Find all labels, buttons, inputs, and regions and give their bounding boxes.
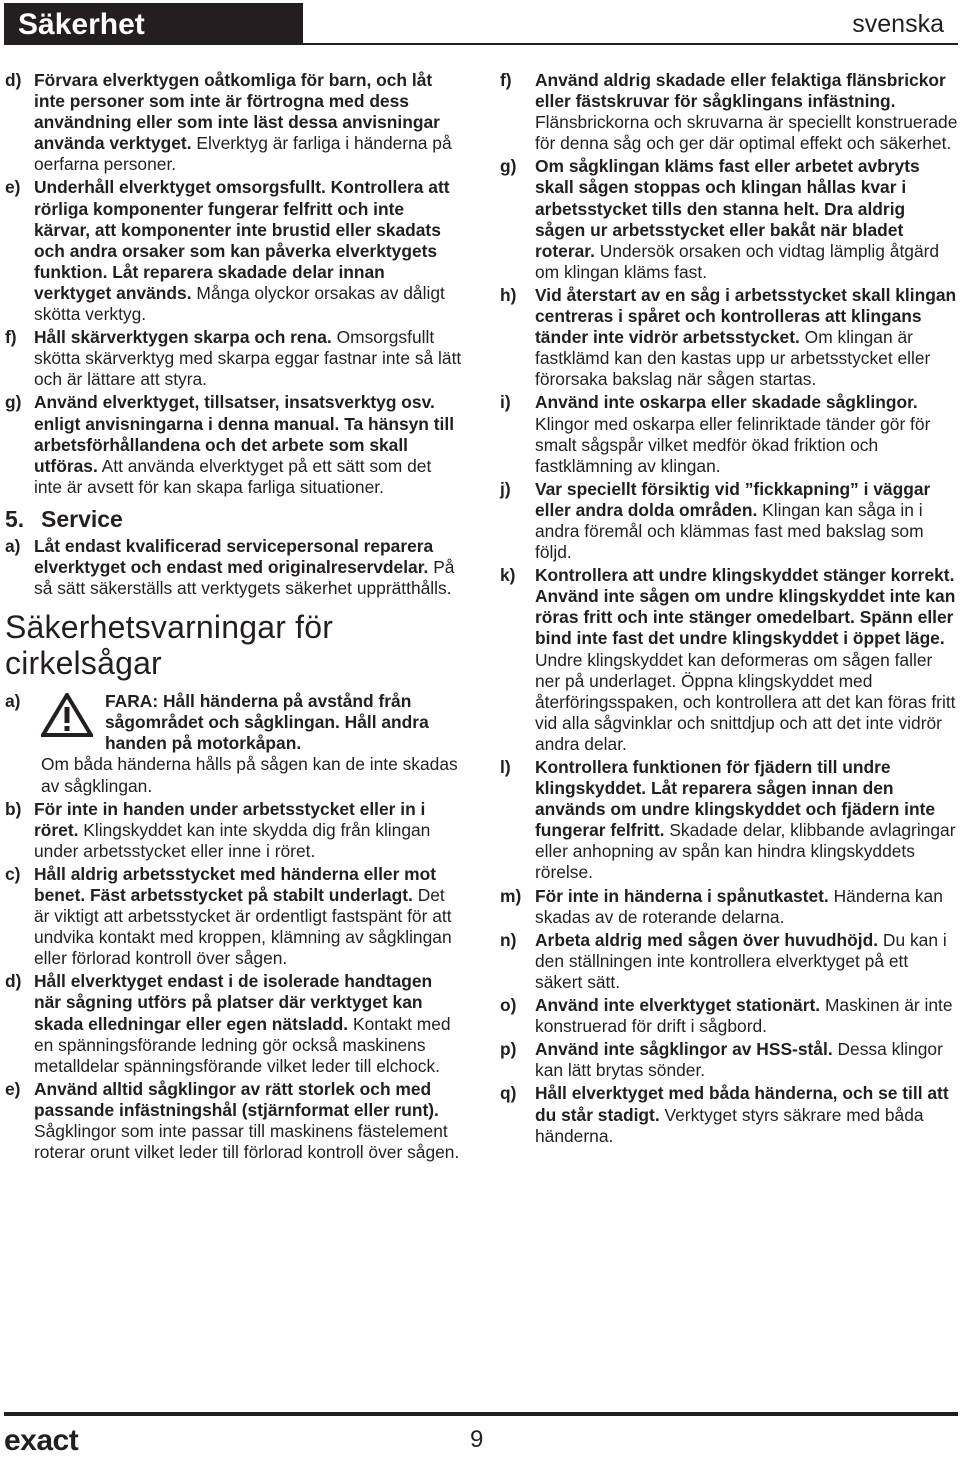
item-label: h) (500, 284, 517, 305)
warning-text: Om båda händerna hålls på sågen kan de inte skadas av sågklingan. (41, 754, 458, 796)
item-label: q) (500, 1083, 517, 1104)
list-item (500, 156, 958, 283)
item-text: Att använda elverktyget på ett sätt som det inte är avsett för kan skapa farliga situationer. (34, 455, 432, 497)
page-number: 9 (470, 1426, 484, 1453)
item-bold-text: Vid återstart av en såg i arbetsstycket skall klingan centreras i spåret och kontrolleras att klingans tänder inte vidrör arbetsstycket. (535, 284, 957, 348)
page-title: Säkerhet (18, 8, 145, 41)
left-column (5, 70, 463, 1165)
item-bold-text: Håll aldrig arbetsstycket med händerna eller mot benet. Fäst arbetsstycket på stabilt underlagt. (34, 863, 437, 905)
item-text: Om klingan är fastklämd kan den kastas upp ur arbetsstycket eller förorsaka bakslag när sågen startas. (535, 327, 931, 390)
item-bold-text: För inte in händerna i spånutkastet. (535, 885, 829, 906)
list-item (5, 864, 463, 969)
service-number: 5. (5, 505, 25, 532)
list-item (500, 1083, 958, 1146)
item-text: Du kan i den ställningen inte kontrollera elverktyget på ett säkert sätt. (535, 929, 947, 992)
item-label: l) (500, 757, 511, 777)
danger-warning (5, 691, 463, 796)
item-text: På så sätt säkerställs att verktygets säkerhet upprätthålls. (34, 556, 455, 599)
item-bold-text: Kontrollera funktionen för fjädern till undre klingskyddet. Låt reparera sågen innan den används om undre klingskyddet och fjädern inte fungerar felfritt. (535, 757, 936, 841)
item-bold-text: Arbeta aldrig med sågen över huvudhöjd. (535, 929, 879, 950)
item-text: Maskinen är inte konstruerad för drift i sågbord. (535, 995, 953, 1037)
saw-safety-heading: Säkerhetsvarningar för cirkelsågar (5, 609, 334, 682)
item-label: d) (5, 70, 22, 90)
service-item (5, 536, 463, 599)
item-bold-text: Låt endast kvalificerad servicepersonal reparera elverktyget och endast med originalreservdelar. (34, 535, 434, 577)
left-items-bottom (5, 799, 463, 1164)
list-item (500, 285, 958, 390)
item-label: i) (500, 392, 511, 413)
item-label: j) (500, 478, 511, 499)
list-item (500, 1039, 958, 1081)
item-label: a) (5, 535, 21, 556)
header-rule (303, 43, 958, 45)
list-item (500, 995, 958, 1037)
item-text: Många olyckor orsakas av dåligt skötta verktyg. (34, 282, 445, 325)
item-label: d) (5, 971, 22, 992)
warning-triangle-icon (41, 693, 93, 737)
service-title: Service (41, 505, 123, 532)
item-bold-text: Förvara elverktygen oåtkomliga för barn, och låt inte personer som inte är förtrogna med dess användning eller som inte läst dessa anvisningar använda verktyget. (34, 70, 440, 154)
logo-text: exact (4, 1428, 79, 1452)
item-bold-text: Kontrollera att undre klingskyddet stänger korrekt. Använd inte sågen om undre klingskyddet inte kan röras fritt och inte stänger omedelbart. Spänn eller bind inte fast det undre klingskyddet i öppet läge. (535, 565, 956, 649)
item-bold-text: Var speciellt försiktig vid ”fickkapning” i väggar eller andra dolda områden. (535, 478, 931, 520)
left-items-top (5, 70, 463, 498)
item-label: a) (5, 691, 21, 712)
list-item (500, 565, 958, 755)
item-label: p) (500, 1039, 517, 1060)
item-label: b) (5, 798, 22, 819)
item-label: k) (500, 565, 516, 586)
item-label: f) (5, 327, 17, 348)
item-text: Dessa klingor kan lätt brytas sönder. (535, 1039, 943, 1081)
exact-logo-icon (4, 1428, 136, 1452)
item-bold-text: Använd elverktyget, tillsatser, insatsverktyg osv. enligt anvisningarna i denna manual. Ta hänsyn till arbetsförhållandena och det arbete som skall utföras. (34, 392, 455, 476)
item-text: Elverktyg är farliga i händerna på oerfarna personer. (34, 133, 452, 175)
right-items (500, 70, 958, 1147)
exact-logo (4, 1428, 136, 1457)
service-heading (5, 504, 463, 534)
header-title-bar (4, 3, 303, 45)
item-text: Verktyget styrs säkrare med båda händerna. (535, 1104, 924, 1146)
list-item (500, 757, 958, 884)
item-bold-text: Använd inte sågklingor av HSS-stål. (535, 1039, 833, 1060)
item-text: Flänsbrickorna och skruvarna är speciellt konstruerade för denna såg och ger där optimal effekt och säkerhet. (535, 112, 958, 154)
footer-rule (4, 1412, 958, 1416)
language-label: svenska (852, 10, 944, 38)
item-label: c) (5, 863, 21, 884)
list-item (5, 799, 463, 862)
item-text: Sågklingor som inte passar till maskinens fästelement roterar orunt vilket leder till förlorad kontroll över sågen. (34, 1121, 460, 1163)
list-item (500, 479, 958, 563)
item-label: o) (500, 995, 517, 1016)
item-text: Undre klingskyddet kan deformeras om sågen faller ner på underlaget. Öppna klingskyddet med återföringsspaken, och kontrollera att det kan föras fritt vid alla sågvinklar och snittdjup och att det inte vidrör andra delar. (535, 649, 956, 754)
item-text: Undersök orsaken och vidtag lämplig åtgärd om klingan kläms fast. (535, 240, 940, 282)
item-bold-text: Använd inte elverktyget stationärt. (535, 995, 821, 1016)
list-item (5, 327, 463, 390)
item-label: e) (5, 177, 21, 198)
item-bold-text: Om sågklingan kläms fast eller arbetet avbryts skall sågen stoppas och klingan hållas kvar i arbetsstycket tills den stanna helt. Dra aldrig sågen ur arbetsstycket eller bakåt när bladet roterar. (535, 156, 920, 261)
list-item (500, 392, 958, 476)
list-item (500, 886, 958, 928)
warning-head (41, 691, 463, 754)
list-item (5, 177, 463, 325)
item-text: Skadade delar, klibbande avlagringar eller anhopning av spån kan hindra klingskyddets rörelse. (535, 820, 956, 883)
item-bold-text: Använd inte oskarpa eller skadade sågklingor. (535, 392, 918, 413)
item-label: g) (500, 156, 517, 177)
item-bold-text: Håll skärverktygen skarpa och rena. (34, 327, 332, 348)
list-item (5, 971, 463, 1076)
item-bold-text: Använd alltid sågklingor av rätt storlek och med passande infästningshål (stjärnformat eller runt). (34, 1078, 439, 1120)
item-label: n) (500, 929, 517, 950)
item-text: Det är viktigt att arbetsstycket är ordentligt fastspänt för att undvika kontakt med kroppen, klämning av sågklingan eller förlorad kontroll över sågen. (34, 885, 452, 969)
list-item (5, 70, 463, 175)
item-bold-text: Håll elverktyget med båda händerna, och se till att du står stadigt. (535, 1083, 949, 1125)
item-bold-text: Använd aldrig skadade eller felaktiga flänsbrickor eller fästskruvar för sågklingans infästning. (535, 70, 946, 112)
list-item (500, 930, 958, 993)
item-text: Klingan kan såga in i andra föremål och klämmas fast med bakslag som följd. (535, 499, 924, 563)
item-label: g) (5, 392, 22, 413)
item-bold-text: För inte in handen under arbetsstycket eller in i röret. (34, 798, 426, 840)
list-item (5, 1079, 463, 1163)
warning-bold-text: FARA: Håll händerna på avstånd från sågområdet och sågklingan. Håll andra handen på motorkåpan. (105, 691, 429, 754)
item-text: Omsorgsfullt skötta skärverktyg med skarpa eggar fastnar inte så lätt och är lättare att styra. (34, 327, 462, 390)
item-bold-text: Håll elverktyget endast i de isolerade handtagen när sågning utförs på platser där verktyget kan skada elledningar eller egen nätsladd. (34, 971, 433, 1034)
right-column (500, 70, 958, 1149)
list-item (5, 392, 463, 497)
item-text: Händerna kan skadas av de roterande delarna. (535, 885, 943, 927)
item-bold-text: Underhåll elverktyget omsorgsfullt. Kontrollera att rörliga komponenter fungerar felfritt och inte kärvar, att komponenter inte brustid eller skadats och andra orsaker som kan påverka elverktygets funktion. Låt reparera skadade delar innan verktyget används. (34, 177, 450, 303)
item-text: Klingor med oskarpa eller felinriktade tänder gör för smalt sågspår vilket medför ökad friktion och fastklämning av klingan. (535, 413, 931, 476)
item-text: Kontakt med en spänningsförande ledning gör också maskinens metalldelar spänningsförande vilket leder till elchock. (34, 1013, 451, 1076)
item-text: Klingskyddet kan inte skydda dig från klingan under arbetsstycket eller inne i röret. (34, 819, 431, 861)
item-label: f) (500, 70, 512, 90)
item-label: m) (500, 885, 522, 906)
item-label: e) (5, 1078, 21, 1099)
list-item (500, 70, 958, 154)
